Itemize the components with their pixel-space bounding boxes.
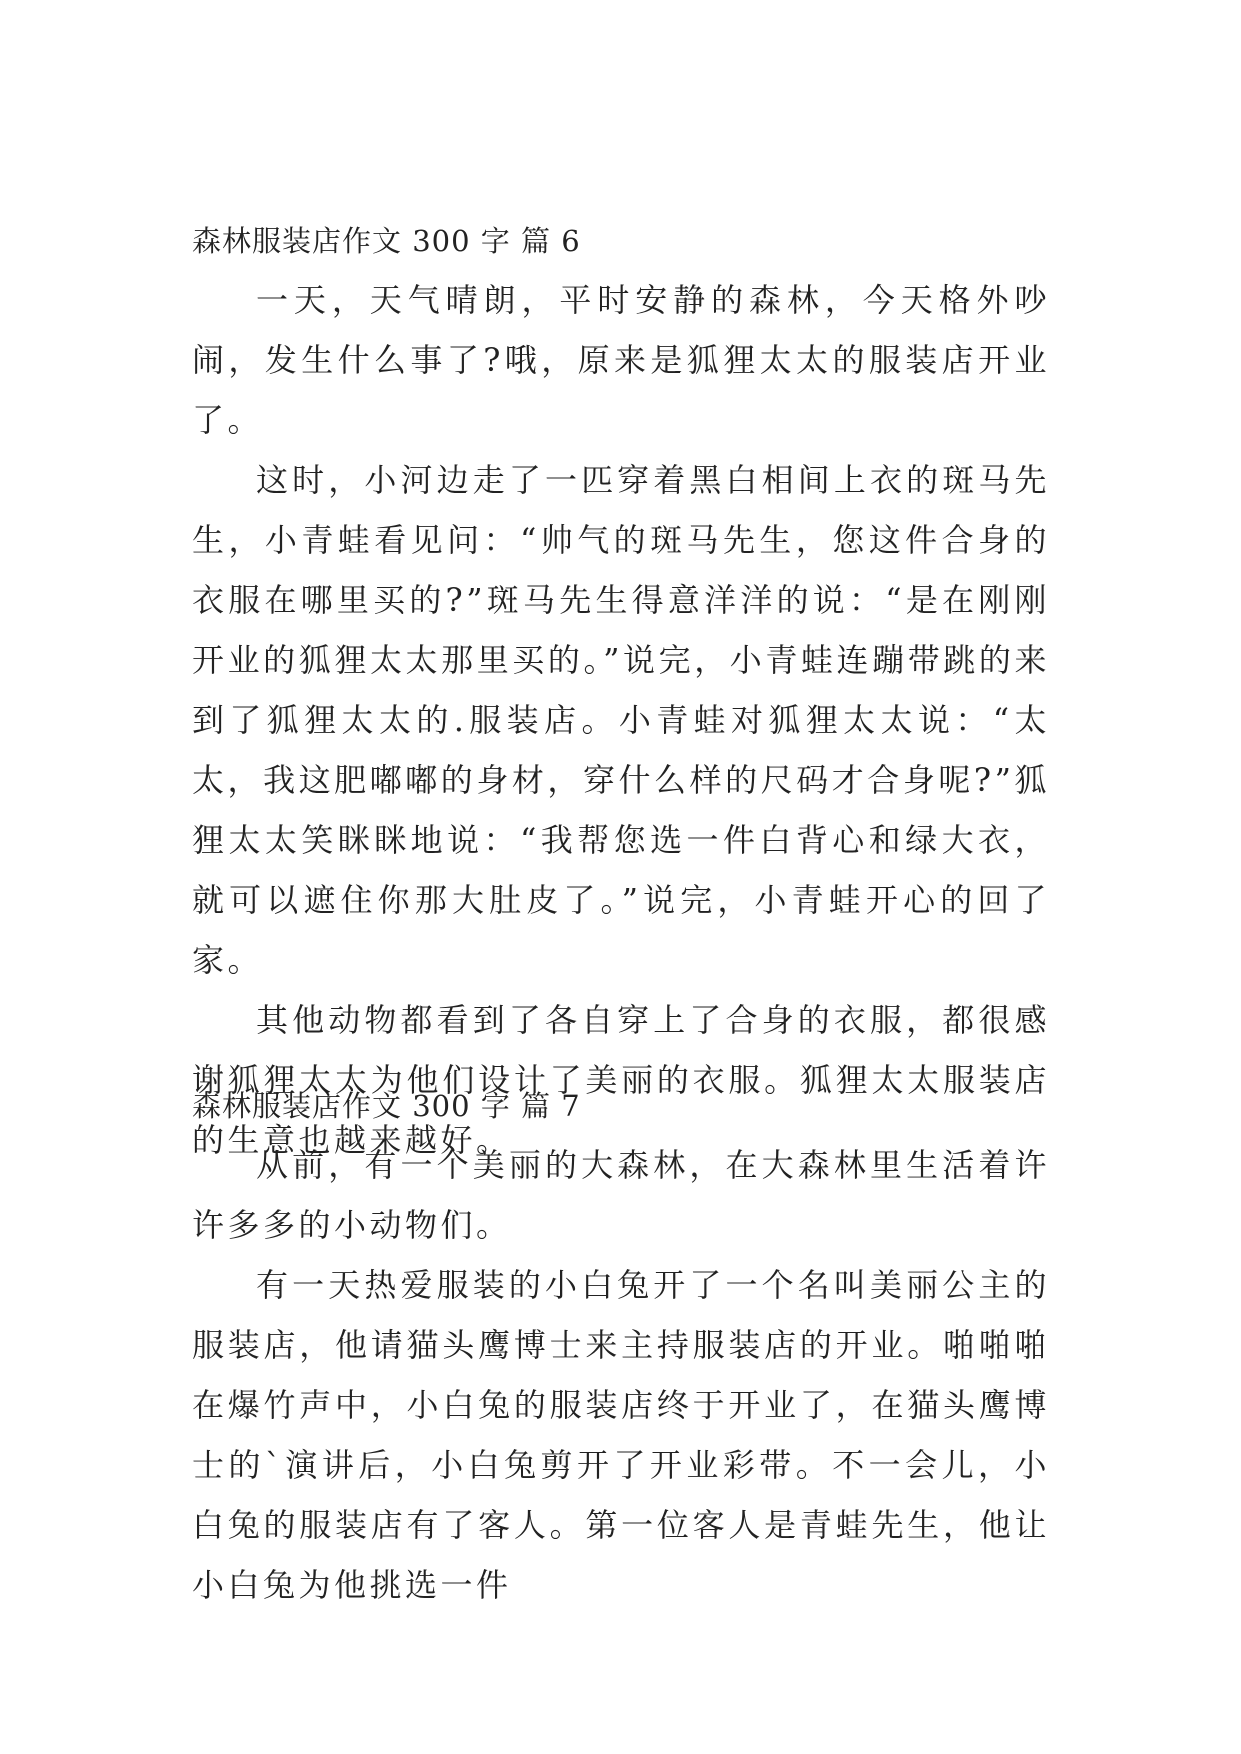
paragraph: 从前，有一个美丽的大森林，在大森林里生活着许许多多的小动物们。: [192, 1146, 1050, 1244]
essay-section-6: [192, 222, 1050, 1170]
paragraph: 有一天热爱服装的小白兔开了一个名叫美丽公主的服装店，他请猫头鹰博士来主持服装店的开业。啪啪啪在爆竹声中，小白兔的服装店终于开业了，在猫头鹰博士的`演讲后，小白兔剪开了开业彩带。不一会儿，小白兔的服装店有了客人。第一位客人是青蛙先生，他让小白兔为他挑选一件: [192, 1266, 1050, 1604]
paragraph: 这时，小河边走了一匹穿着黑白相间上衣的斑马先生，小青蛙看见问：“帅气的斑马先生，您这件合身的衣服在哪里买的?”斑马先生得意洋洋的说：“是在刚刚开业的狐狸太太那里买的。”说完，小青蛙连蹦带跳的来到了狐狸太太的.服装店。小青蛙对狐狸太太说：“太太，我这肥嘟嘟的身材，穿什么样的尺码才合身呢?”狐狸太太笑眯眯地说：“我帮您选一件白背心和绿大衣，就可以遮住你那大肚皮了。”说完，小青蛙开心的回了家。: [192, 461, 1050, 979]
section-heading: 森林服装店作文 300 字 篇 6: [192, 224, 581, 258]
section-heading: 森林服装店作文 300 字 篇 7: [192, 1089, 581, 1123]
essay-section-7: [192, 1087, 1050, 1615]
paragraph: 一天，天气晴朗，平时安静的森林，今天格外吵闹，发生什么事了?哦，原来是狐狸太太的服装店开业了。: [192, 281, 1050, 439]
paragraph: 其他动物都看到了各自穿上了合身的衣服，都很感谢狐狸太太为他们设计了美丽的衣服。狐狸太太服装店的生意也越来越好。: [192, 1001, 1050, 1159]
